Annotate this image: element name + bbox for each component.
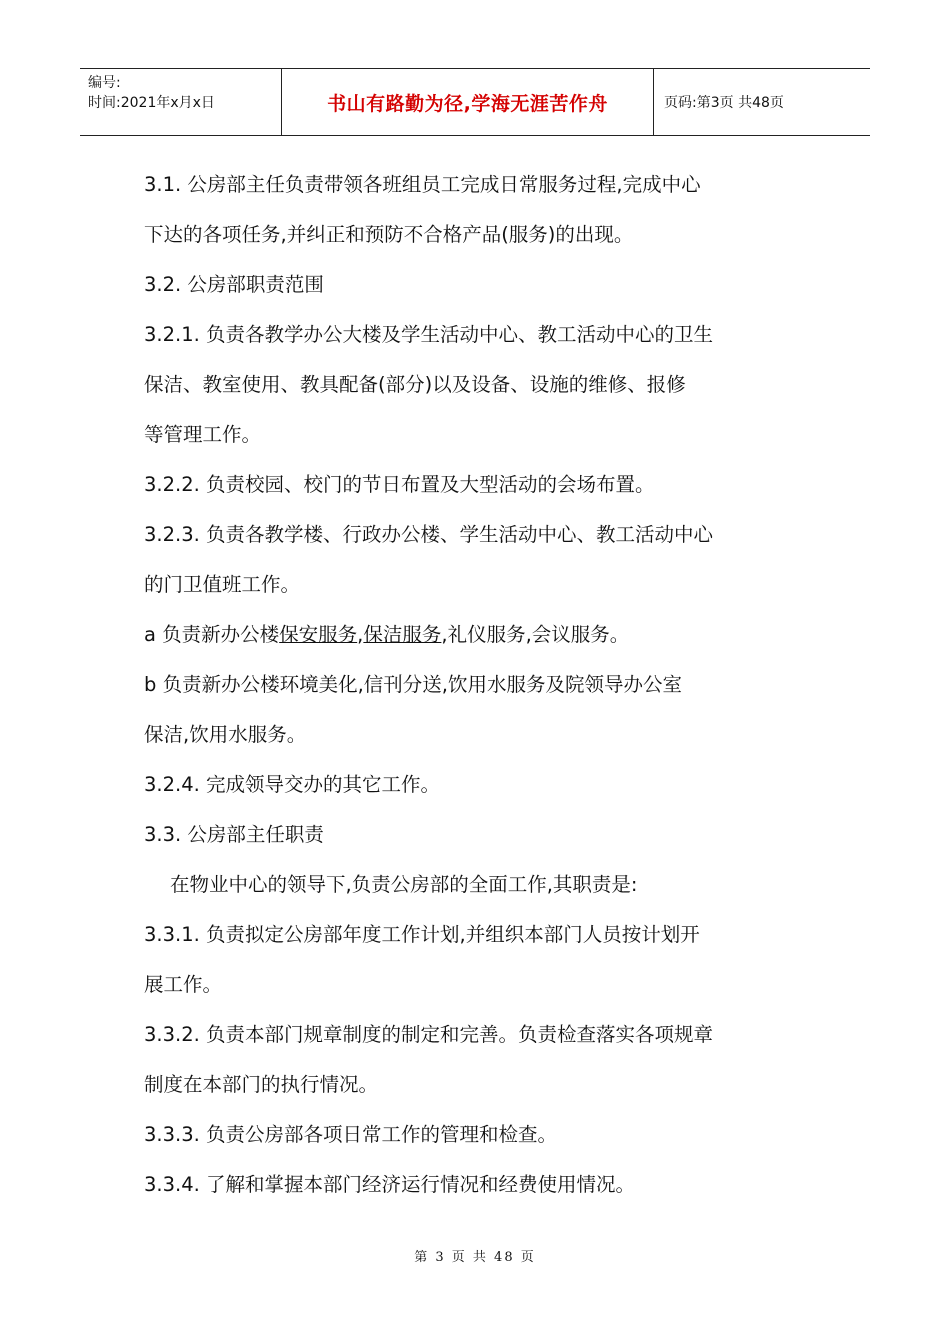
paragraph-line: 3.3.2. 负责本部门规章制度的制定和完善。负责检查落实各项规章 <box>144 1023 714 1046</box>
paragraph-line: 3.3.3. 负责公房部各项日常工作的管理和检查。 <box>144 1123 558 1146</box>
header-page-info: 页码:第3页 共48页 <box>664 95 784 111</box>
paragraph-line: 等管理工作。 <box>144 423 262 446</box>
paragraph-line: 3.2.2. 负责校园、校门的节日布置及大型活动的会场布置。 <box>144 473 655 496</box>
section-heading: 3.3. 公房部主任职责 <box>144 823 324 846</box>
header-left-cell <box>80 69 282 135</box>
paragraph-line: 在物业中心的领导下,负责公房部的全面工作,其职责是: <box>170 873 638 896</box>
paragraph-line: 制度在本部门的执行情况。 <box>144 1073 379 1096</box>
document-date: 时间:2021年x月x日 <box>88 95 215 111</box>
document-number-label: 编号: <box>88 75 121 91</box>
paragraph-line: 3.3.1. 负责拟定公房部年度工作计划,并组织本部门人员按计划开 <box>144 923 700 946</box>
paragraph-line: 3.1. 公房部主任负责带领各班组员工完成日常服务过程,完成中心 <box>144 173 701 196</box>
header-page-cell <box>654 69 870 135</box>
paragraph-line: 保洁、教室使用、教具配备(部分)以及设备、设施的维修、报修 <box>144 373 686 396</box>
list-item-a-prefix: a 负责新办公楼 <box>144 623 280 646</box>
paragraph-line: 保洁,饮用水服务。 <box>144 723 307 746</box>
paragraph-line: 3.2.3. 负责各教学楼、行政办公楼、学生活动中心、教工活动中心 <box>144 523 714 546</box>
motto-text: 书山有路勤为径,学海无涯苦作舟 <box>327 92 608 115</box>
paragraph-line: 3.2.4. 完成领导交办的其它工作。 <box>144 773 441 796</box>
header-table <box>80 68 870 136</box>
paragraph-line: 的门卫值班工作。 <box>144 573 301 596</box>
paragraph-line: 展工作。 <box>144 973 223 996</box>
cleaning-service-link[interactable]: 保洁服务 <box>363 623 442 646</box>
paragraph-line: 下达的各项任务,并纠正和预防不合格产品(服务)的出现。 <box>144 223 634 246</box>
paragraph-line: 3.3.4. 了解和掌握本部门经济运行情况和经费使用情况。 <box>144 1173 636 1196</box>
list-item-a-separator: , <box>357 623 364 646</box>
header-motto-cell <box>282 69 654 135</box>
paragraph-line: 3.2.1. 负责各教学办公大楼及学生活动中心、教工活动中心的卫生 <box>144 323 714 346</box>
document-body <box>144 160 814 1210</box>
page-footer: 第 3 页 共 48 页 <box>414 1250 536 1265</box>
security-service-link[interactable]: 保安服务 <box>279 623 358 646</box>
list-item-b: b 负责新办公楼环境美化,信刊分送,饮用水服务及院领导办公室 <box>144 673 682 696</box>
list-item-a-suffix: ,礼仪服务,会议服务。 <box>441 623 630 646</box>
list-item-a <box>144 610 814 660</box>
section-heading: 3.2. 公房部职责范围 <box>144 273 324 296</box>
